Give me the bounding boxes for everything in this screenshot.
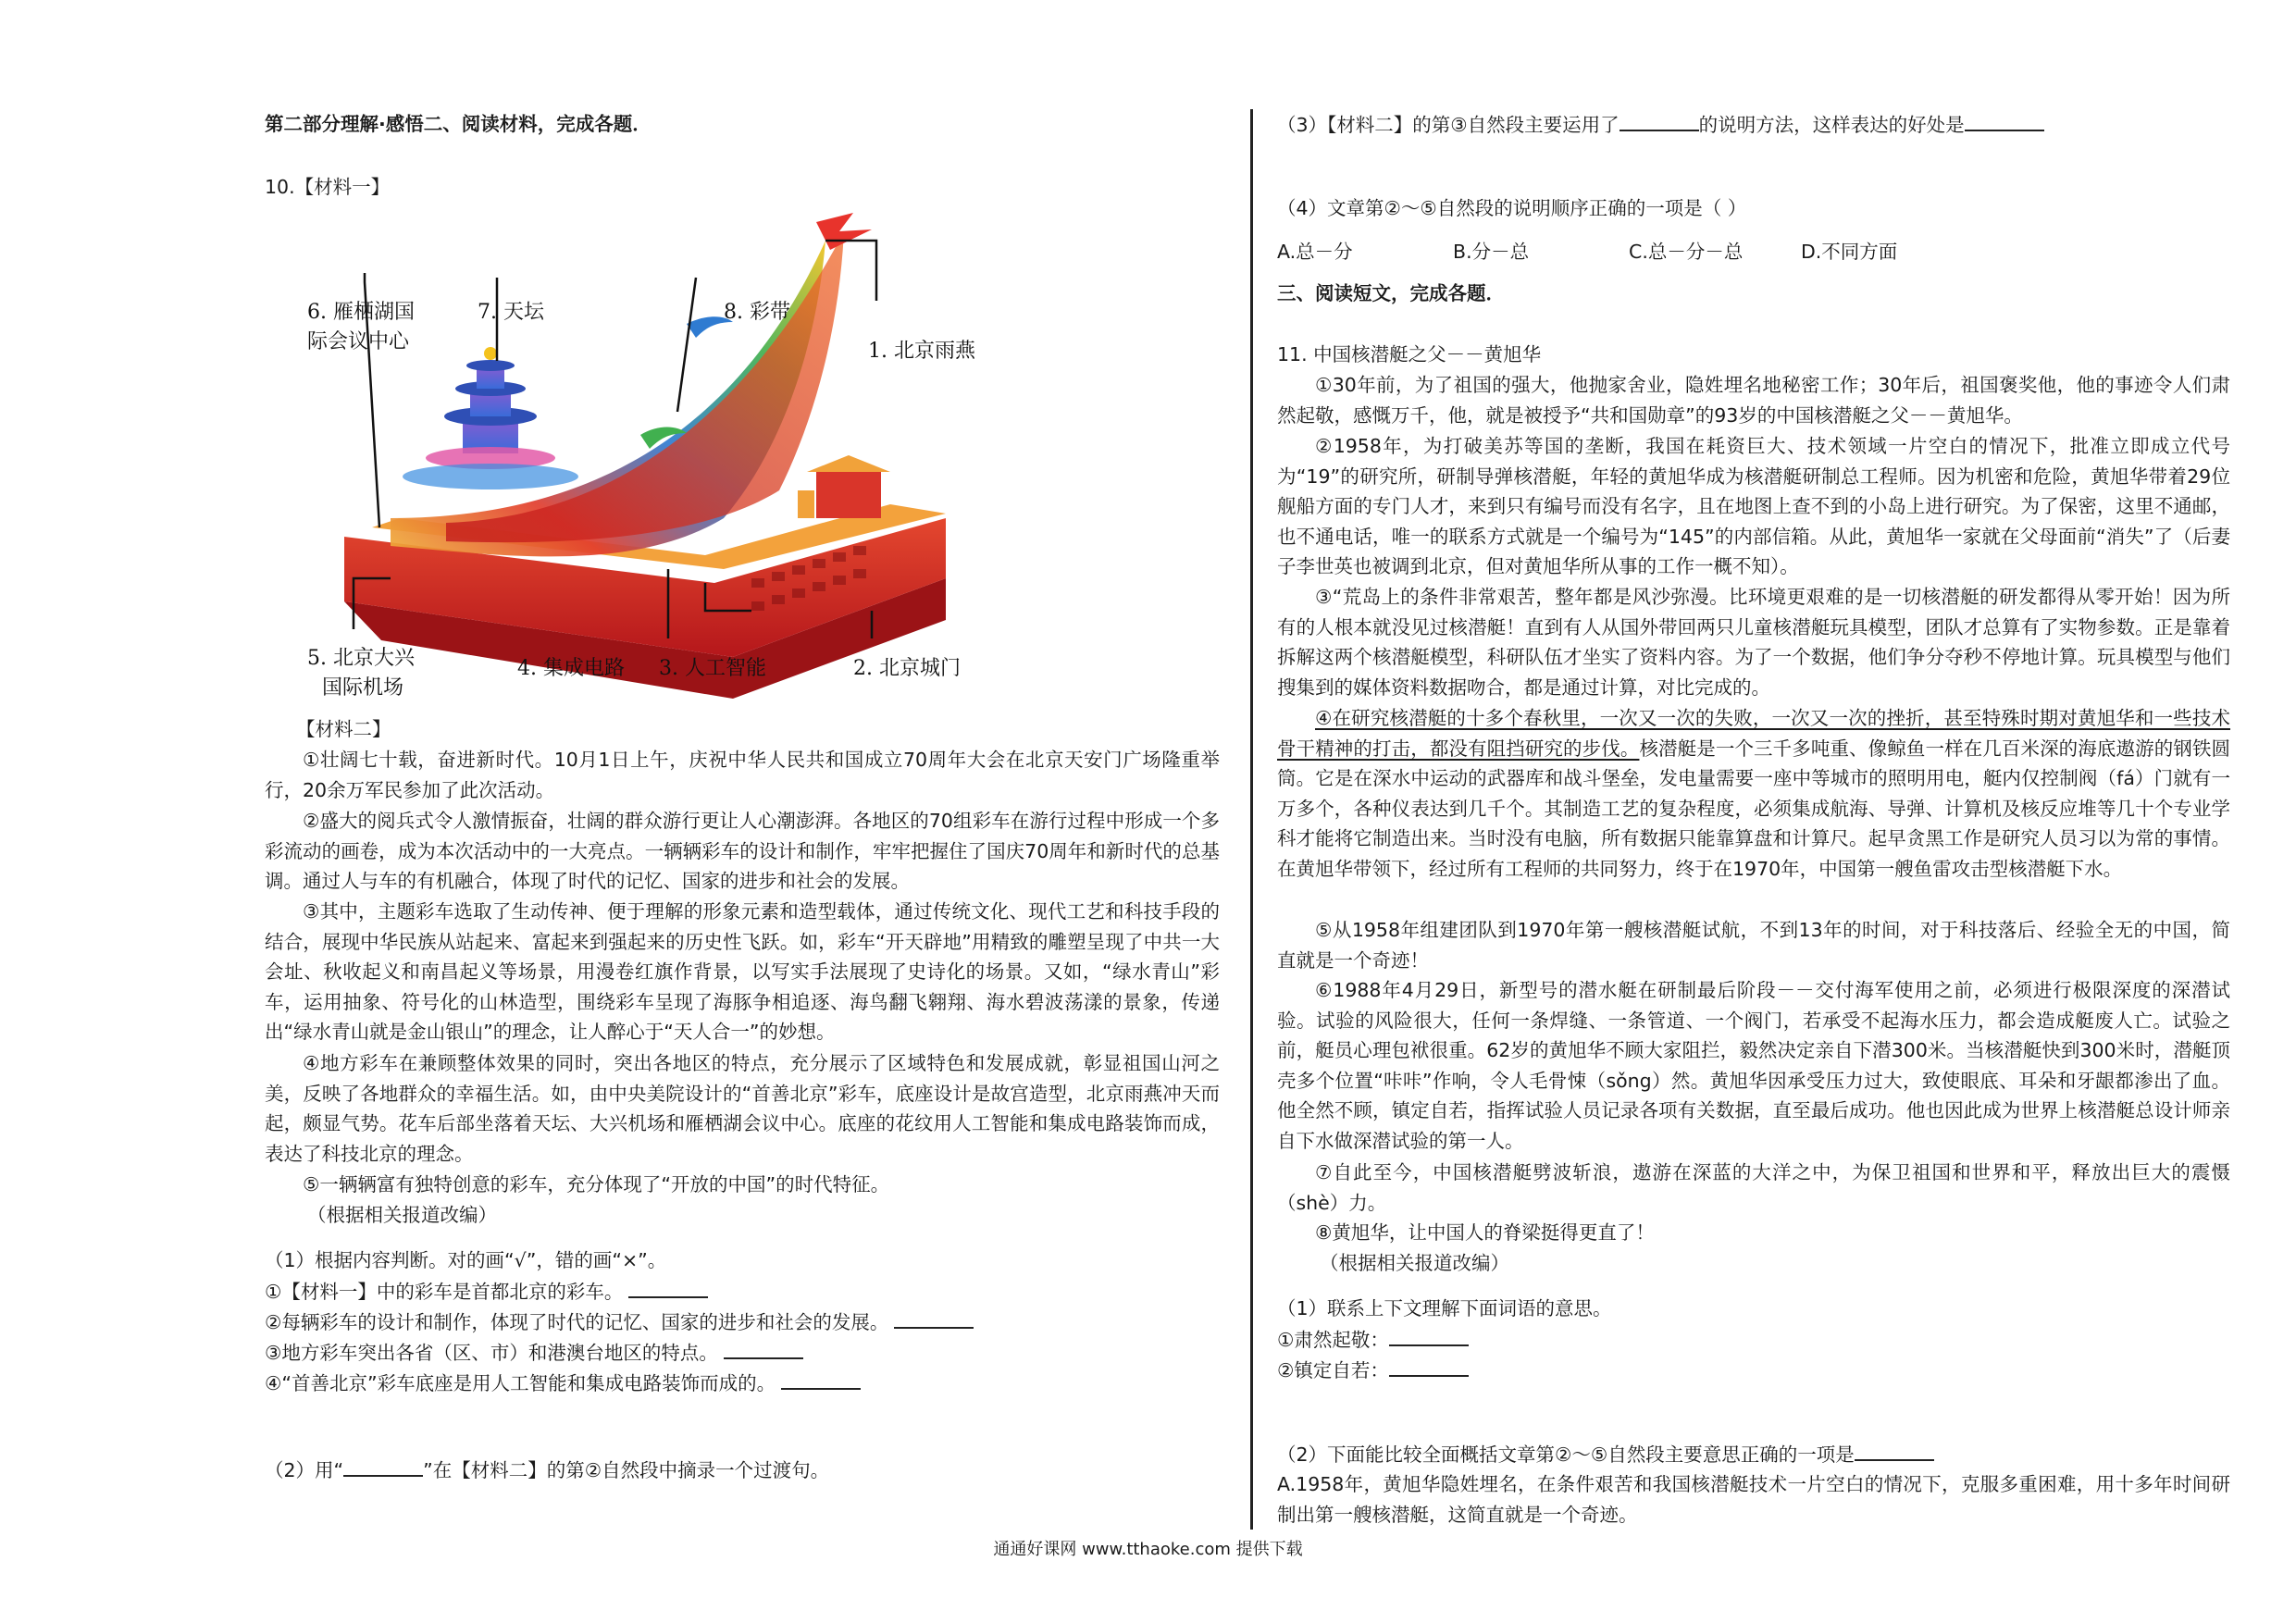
answer-blank-1-4[interactable] — [781, 1368, 861, 1390]
column-divider — [1250, 109, 1253, 1530]
answer-blank-11-1-1[interactable] — [1389, 1324, 1469, 1346]
passage-paragraph-2: ②1958年，为打破美苏等国的垄断，我国在耗资巨大、技术领域一片空白的情况下，批准立即成立代号为“19”的研究所，研制导弹核潜艇，年轻的黄旭华成为核潜艇研制总工程师。因为机密和危险，黄旭华带着29位舰船方面的专门人才，来到只有编号而没有名字，且在地图上查不到的小岛上进行研究。为了保密，这里不通邮，也不通电话，唯一的联系方式就是一个编号为“145”的内部信箱。从此，黄旭华一家就在父母面前“消失”了（后妻子李世英也被调到北京，但对黄旭华所从事的工作一概不知）。 — [1277, 435, 2230, 578]
parade-float-figure — [298, 213, 1001, 712]
option-c[interactable]: C.总－分－总 — [1629, 241, 1744, 263]
figure-label-6b: 际会议中心 — [307, 330, 410, 353]
page-footer: 通通好课网 www.tthaoke.com 提供下载 — [993, 1540, 1303, 1559]
material-two-paragraph-3: ③其中，主题彩车选取了生动传神、便于理解的形象元素和造型载体，通过传统文化、现代工艺和科技手段的结合，展现中华民族从站起来、富起来到强起来的历史性飞跃。如，彩车“开天辟地”用精致的雕塑呈现了中共一大会址、秋收起义和南昌起义等场景，用漫卷红旗作背景，以写实手法展现了史诗化的场景。又如，“绿水青山”彩车，运用抽象、符号化的山林造型，围绕彩车呈现了海豚争相追逐、海鸟翻飞翱翔、海水碧波荡漾的景象，传递出“绿水青山就是金山银山”的理念，让人醉心于“天人合一”的妙想。 — [265, 900, 1220, 1044]
question-10-label: 10.【材料一】 — [265, 176, 391, 198]
answer-blank-2[interactable] — [343, 1455, 423, 1477]
question-1-item-1: ①【材料一】中的彩车是首都北京的彩车。 — [265, 1276, 708, 1307]
option-d[interactable]: D.不同方面 — [1801, 241, 1898, 263]
question-1-stem: （1）根据内容判断。对的画“√”，错的画“×”。 — [265, 1249, 667, 1271]
question-11-2: （2）下面能比较全面概括文章第②～⑤自然段主要意思正确的一项是 — [1277, 1439, 1934, 1470]
material-two-paragraph-4: ④地方彩车在兼顾整体效果的同时，突出各地区的特点，充分展示了区域特色和发展成就，彰显祖国山河之美，反映了各地群众的幸福生活。如，由中央美院设计的“首善北京”彩车，底座设计是故宫造型，北京雨燕冲天而起，颇显气势。花车后部坐落着天坛、大兴机场和雁栖湖会议中心。底座的花纹用人工智能和集成电路装饰而成，表达了科技北京的理念。 — [265, 1052, 1220, 1165]
passage-paragraph-7: ⑦自此至今，中国核潜艇劈波斩浪，遨游在深蓝的大洋之中，为保卫祖国和世界和平，释放出巨大的震慑（shè）力。 — [1277, 1161, 2230, 1214]
figure-label-5a: 5. 北京大兴 — [307, 647, 415, 670]
underlined-sentence: ④在研究核潜艇的十多个春秋里，一次又一次的失败，一次又一次的挫折，甚至特殊时期对黄旭华和一些技术骨干精神的打击，都没有阻挡研究的步伐。 — [1277, 707, 2230, 760]
figure-label-6a: 6. 雁栖湖国 — [307, 301, 415, 324]
temple-of-heaven-model — [403, 347, 578, 489]
material-two-paragraph-1: ①壮阔七十载，奋进新时代。10月1日上午，庆祝中华人民共和国成立70周年大会在北京天安门广场隆重举行，20余万军民参加了此次活动。 — [265, 749, 1220, 801]
section-title: 第二部分理解·感悟二、阅读材料，完成各题． — [265, 113, 652, 135]
material-two-title: 【材料二】 — [296, 718, 391, 740]
city-gate-model — [798, 455, 890, 518]
figure-label-2: 2. 北京城门 — [853, 657, 961, 680]
question-11-1-item-1: ①肃然起敬： — [1277, 1324, 1469, 1356]
answer-blank-11-1-2[interactable] — [1389, 1355, 1469, 1377]
material-two-source: （根据相关报道改编） — [307, 1204, 497, 1226]
question-1-item-3: ③地方彩车突出各省（区、市）和港澳台地区的特点。 — [265, 1337, 803, 1369]
answer-blank-1-3[interactable] — [724, 1337, 803, 1359]
question-11-2-option-a[interactable]: A.1958年，黄旭华隐姓埋名，在条件艰苦和我国核潜艇技术一片空白的情况下，克服多重困难，用十多年时间研制出第一艘核潜艇，这简直就是一个奇迹。 — [1277, 1473, 2230, 1526]
passage-paragraph-3: ③“荒岛上的条件非常艰苦，整年都是风沙弥漫。比环境更艰难的是一切核潜艇的研发都得从零开始！因为所有的人根本就没见过核潜艇！直到有人从国外带回两只儿童核潜艇玩具模型，团队才总算有了实物参数。正是靠着拆解这两个核潜艇模型，科研队伍才坐实了资料内容。为了一个数据，他们争分夺秒不停地计算。玩具模型与他们搜集到的媒体资料数据吻合，都是通过计算，对比完成的。 — [1277, 586, 2230, 699]
question-1-item-2: ②每辆彩车的设计和制作，体现了时代的记忆、国家的进步和社会的发展。 — [265, 1307, 974, 1338]
answer-blank-1-1[interactable] — [628, 1276, 708, 1298]
passage-paragraph-6: ⑥1988年4月29日，新型号的潜水艇在研制最后阶段－－交付海军使用之前，必须进行极限深度的深潜试验。试验的风险很大，任何一条焊缝、一条管道、一个阀门，若承受不起海水压力，都会造成艇废人亡。试验之前，艇员心理包袱很重。62岁的黄旭华不顾大家阻拦，毅然决定亲自下潜300米。当核潜艇快到300米时，潜艇顶壳多个位置“咔咔”作响，令人毛骨悚（sǒng）然。黄旭华因承受压力过大，致使眼底、耳朵和牙龈都渗出了血。他全然不顾，镇定自若，指挥试验人员记录各项有关数据，直至最后成功。他也因此成为世界上核潜艇总设计师亲自下水做深潜试验的第一人。 — [1277, 979, 2230, 1152]
material-two-paragraph-2: ②盛大的阅兵式令人激情振奋，壮阔的群众游行更让人心潮澎湃。各地区的70组彩车在游行过程中形成一个多彩流动的画卷，成为本次活动中的一大亮点。一辆辆彩车的设计和制作，牢牢把握住了国庆70周年和新时代的总基调。通过人与车的有机融合，体现了时代的记忆、国家的进步和社会的发展。 — [265, 810, 1220, 893]
question-1-item-4: ④“首善北京”彩车底座是用人工智能和集成电路装饰而成的。 — [265, 1368, 861, 1399]
answer-blank-11-2[interactable] — [1855, 1439, 1934, 1461]
question-3: （3）【材料二】的第③自然段主要运用了 的说明方法，这样表达的好处是 — [1277, 109, 2044, 141]
section-three-title: 三、阅读短文，完成各题． — [1277, 282, 1505, 304]
figure-label-5b: 国际机场 — [322, 676, 404, 700]
option-b[interactable]: B.分－总 — [1453, 241, 1530, 263]
option-a[interactable]: A.总－分 — [1277, 241, 1353, 263]
material-two-paragraph-5: ⑤一辆辆富有独特创意的彩车，充分体现了“开放的中国”的时代特征。 — [303, 1173, 890, 1196]
question-11-title: 11. 中国核潜艇之父－－黄旭华 — [1277, 343, 1542, 365]
answer-blank-3a[interactable] — [1620, 109, 1699, 131]
figure-label-4: 4. 集成电路 — [517, 657, 625, 680]
question-2: （2）用“ ”在【材料二】的第②自然段中摘录一个过渡句。 — [265, 1455, 829, 1486]
answer-blank-1-2[interactable] — [894, 1307, 974, 1329]
figure-label-1: 1. 北京雨燕 — [868, 340, 975, 363]
passage-paragraph-8: ⑧黄旭华，让中国人的脊梁挺得更直了！ — [1315, 1221, 1655, 1244]
figure-label-8: 8. 彩带 — [724, 301, 790, 324]
question-11-1-item-2: ②镇定自若： — [1277, 1355, 1469, 1386]
figure-label-7: 7. 天坛 — [478, 301, 544, 324]
passage-paragraph-1: ①30年前，为了祖国的强大，他抛家舍业，隐姓埋名地秘密工作；30年后，祖国褒奖他，他的事迹令人们肃然起敬，感慨万千，他，就是被授予“共和国勋章”的93岁的中国核潜艇之父－－黄旭华。 — [1277, 374, 2230, 427]
question-4: （4）文章第②～⑤自然段的说明顺序正确的一项是（ ） — [1277, 197, 1747, 219]
passage-paragraph-4: ④在研究核潜艇的十多个春秋里，一次又一次的失败，一次又一次的挫折，甚至特殊时期对黄旭华和一些技术骨干精神的打击，都没有阻挡研究的步伐。核潜艇是一个三千多吨重、像鲸鱼一样在几百米深的海底遨游的钢铁圆筒。它是在深水中运动的武器库和战斗堡垒，发电量需要一座中等城市的照明用电，艇内仅控制阀（fá）门就有一万多个，各种仪表达到几千个。其制造工艺的复杂程度，必须集成航海、导弹、计算机及核反应堆等几十个专业学科才能将它制造出来。当时没有电脑，所有数据只能靠算盘和计算尺。起早贪黑工作是研究人员习以为常的事情。在黄旭华带领下，经过所有工程师的共同努力，终于在1970年，中国第一艘鱼雷攻击型核潜艇下水。 — [1277, 707, 2230, 880]
passage-paragraph-5: ⑤从1958年组建团队到1970年第一艘核潜艇试航，不到13年的时间，对于科技落后、经验全无的中国，简直就是一个奇迹！ — [1277, 919, 2230, 972]
figure-label-3: 3. 人工智能 — [659, 657, 766, 680]
passage-source: （根据相关报道改编） — [1320, 1252, 1509, 1274]
answer-blank-3b[interactable] — [1965, 109, 2044, 131]
question-11-1: （1）联系上下文理解下面词语的意思。 — [1277, 1297, 1612, 1319]
